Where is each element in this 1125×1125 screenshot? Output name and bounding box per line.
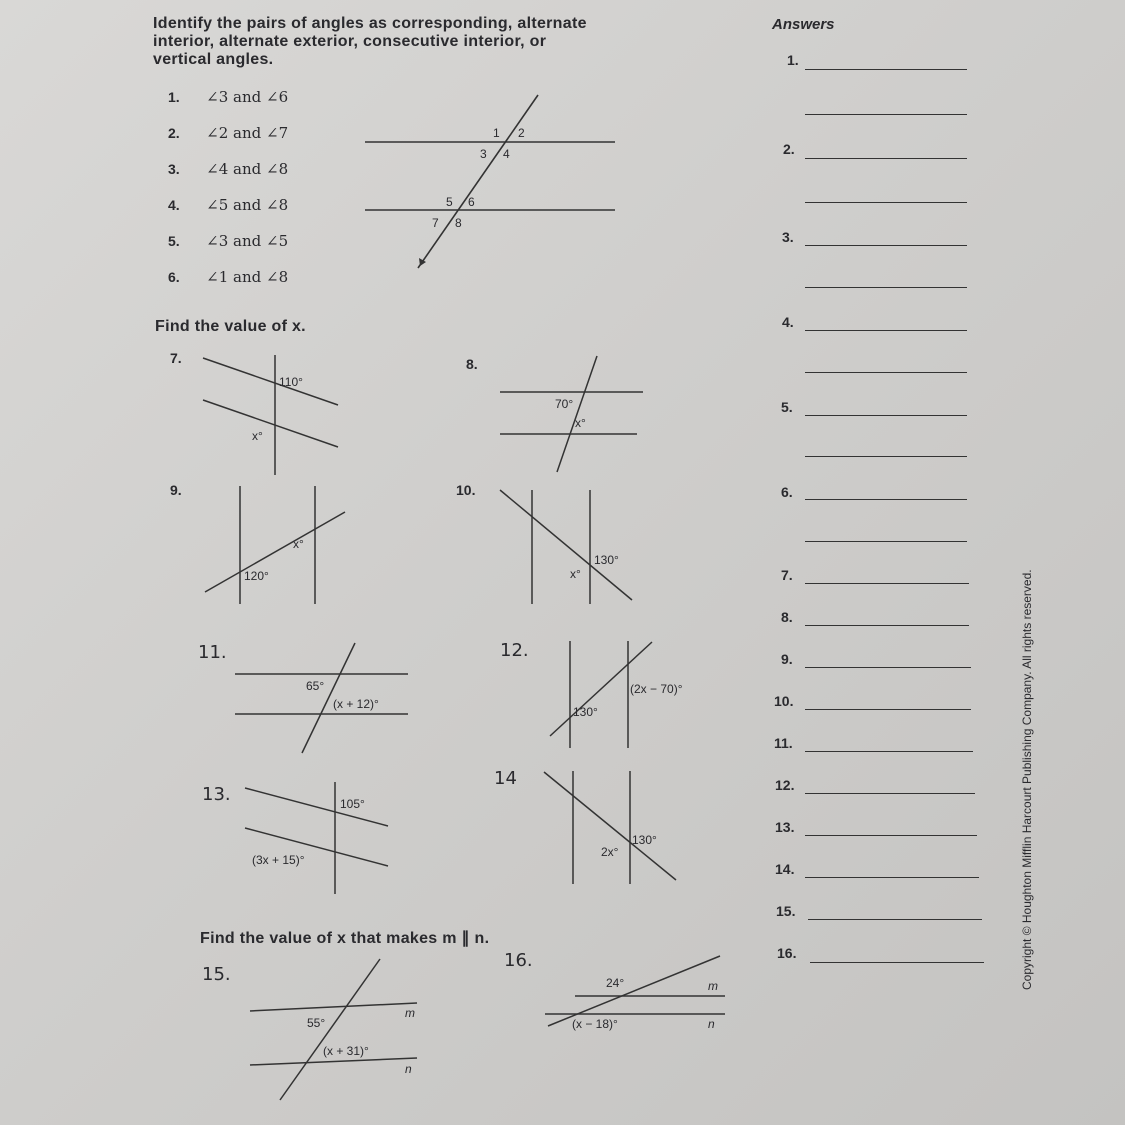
angle-label: 7 <box>432 216 439 230</box>
angle-value: (x + 12)° <box>333 697 379 711</box>
angle-label: 3 <box>480 147 487 161</box>
item-text: ∠4 and ∠8 <box>206 160 289 178</box>
problem-8-diagram <box>495 350 655 480</box>
item-text: ∠3 and ∠5 <box>206 232 289 250</box>
item-number: 2. <box>168 125 180 141</box>
problem-11-number: 11. <box>198 642 227 663</box>
answer-number: 2. <box>783 141 795 157</box>
problem-11-diagram <box>230 638 415 758</box>
answer-number: 14. <box>775 861 795 877</box>
angle-label: 2 <box>518 126 525 140</box>
answer-blank[interactable] <box>805 751 973 752</box>
problem-13-diagram <box>240 778 400 898</box>
answer-blank[interactable] <box>805 415 967 416</box>
angle-label: 6 <box>468 195 475 209</box>
answer-blank[interactable] <box>805 456 967 457</box>
angle-value: 65° <box>306 679 325 693</box>
answer-blank[interactable] <box>805 287 967 288</box>
answer-number: 5. <box>781 399 793 415</box>
item-text: ∠2 and ∠7 <box>206 124 289 142</box>
line-n-label: n <box>708 1017 715 1031</box>
item-number: 1. <box>168 89 180 105</box>
parallel-heading: Find the value of x that makes m ∥ n. <box>200 930 490 947</box>
identify-item <box>168 124 288 143</box>
angle-value: x° <box>570 567 581 581</box>
problem-16-diagram <box>540 948 730 1038</box>
angle-value: x° <box>293 537 304 551</box>
answer-number: 6. <box>781 484 793 500</box>
angle-label: 1 <box>493 126 500 140</box>
angle-value: 70° <box>555 397 574 411</box>
answer-number: 9. <box>781 651 793 667</box>
problem-14-diagram <box>538 766 688 891</box>
answer-blank[interactable] <box>810 962 984 963</box>
angle-value: 130° <box>594 553 619 567</box>
answer-blank[interactable] <box>805 877 979 878</box>
problem-13-number: 13. <box>202 784 231 805</box>
answer-blank[interactable] <box>805 583 969 584</box>
answer-blank[interactable] <box>805 499 967 500</box>
answer-blank[interactable] <box>805 158 967 159</box>
answer-blank[interactable] <box>805 114 967 115</box>
answer-blank[interactable] <box>805 709 971 710</box>
angle-value: 55° <box>307 1016 326 1030</box>
item-number: 4. <box>168 197 180 213</box>
identify-item <box>168 160 288 179</box>
problem-10-diagram <box>490 480 640 610</box>
problem-8-number: 8. <box>466 356 478 372</box>
answer-blank[interactable] <box>805 541 967 542</box>
problem-7-number: 7. <box>170 350 182 366</box>
angle-value: 120° <box>244 569 269 583</box>
angle-label: 8 <box>455 216 462 230</box>
line-n-label: n <box>405 1062 412 1076</box>
item-text: ∠1 and ∠8 <box>206 268 289 286</box>
angle-value: 130° <box>632 833 657 847</box>
answer-blank[interactable] <box>805 202 967 203</box>
answer-number: 1. <box>787 52 799 68</box>
answer-number: 7. <box>781 567 793 583</box>
answer-number: 10. <box>774 693 794 709</box>
answer-number: 12. <box>775 777 795 793</box>
angle-value: (x + 31)° <box>323 1044 369 1058</box>
answer-number: 3. <box>782 229 794 245</box>
answer-blank[interactable] <box>805 69 967 70</box>
problem-14-number: 14 <box>494 768 517 789</box>
problem-7-diagram <box>195 350 345 480</box>
instructions <box>153 15 587 69</box>
answer-blank[interactable] <box>805 372 967 373</box>
answer-number: 8. <box>781 609 793 625</box>
angle-value: x° <box>252 429 263 443</box>
identify-item <box>168 268 288 287</box>
angle-value: (3x + 15)° <box>252 853 305 867</box>
answer-blank[interactable] <box>805 245 967 246</box>
find-x-heading: Find the value of x. <box>155 318 306 335</box>
answer-number: 13. <box>775 819 795 835</box>
answer-blank[interactable] <box>805 793 975 794</box>
problem-9-number: 9. <box>170 482 182 498</box>
instructions-line-1: Identify the pairs of angles as corresponding, alternate <box>153 15 587 32</box>
item-number: 3. <box>168 161 180 177</box>
angle-value: 105° <box>340 797 365 811</box>
angle-value: 130° <box>573 705 598 719</box>
answer-number: 4. <box>782 314 794 330</box>
line-m-label: m <box>708 979 718 993</box>
identify-item <box>168 88 288 107</box>
problem-9-diagram <box>200 480 350 610</box>
answer-number: 15. <box>776 903 796 919</box>
answer-blank[interactable] <box>805 330 967 331</box>
answer-blank[interactable] <box>808 919 982 920</box>
answer-blank[interactable] <box>805 835 977 836</box>
angle-value: x° <box>575 416 586 430</box>
copyright-notice: Copyright © Houghton Mifflin Harcourt Publishing Company. All rights reserved. <box>1020 569 1034 990</box>
angle-value: 24° <box>606 976 625 990</box>
angle-label: 4 <box>503 147 510 161</box>
angle-value: (2x − 70)° <box>630 682 683 696</box>
answer-number: 11. <box>774 735 793 751</box>
answer-blank[interactable] <box>805 625 969 626</box>
problem-12-number: 12. <box>500 640 529 661</box>
angle-value: (x − 18)° <box>572 1017 618 1031</box>
answers-heading: Answers <box>772 16 835 33</box>
item-text: ∠3 and ∠6 <box>206 88 289 106</box>
identify-item <box>168 196 288 215</box>
identify-item <box>168 232 288 251</box>
angle-value: 110° <box>279 375 303 389</box>
problem-12-diagram <box>540 636 720 756</box>
item-number: 6. <box>168 269 180 285</box>
line-m-label: m <box>405 1006 415 1020</box>
answer-blank[interactable] <box>805 667 971 668</box>
item-number: 5. <box>168 233 180 249</box>
item-text: ∠5 and ∠8 <box>206 196 289 214</box>
problem-15-number: 15. <box>202 964 231 985</box>
transversal-diagram <box>360 90 620 280</box>
problem-16-number: 16. <box>504 950 533 971</box>
problem-10-number: 10. <box>456 482 476 498</box>
answer-number: 16. <box>777 945 797 961</box>
problem-15-diagram <box>245 955 425 1105</box>
angle-value: 2x° <box>601 845 619 859</box>
instructions-line-3: vertical angles. <box>153 51 274 68</box>
angle-label: 5 <box>446 195 453 209</box>
instructions-line-2: interior, alternate exterior, consecutive interior, or <box>153 33 547 50</box>
